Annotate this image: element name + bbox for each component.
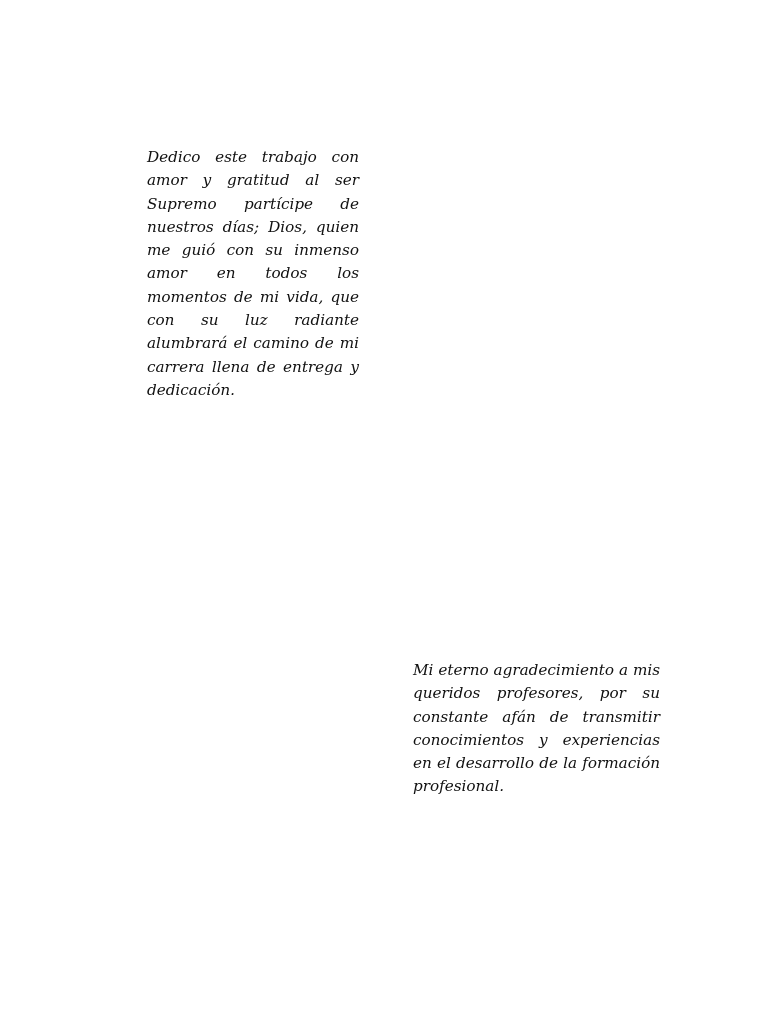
dedication-paragraph: Dedico este trabajo con amor y gratitud al ser Supremo partícipe de nuestros días; Dios, quien me guió con su inmenso amor en todos los momentos de mi vida, que con su luz radiante alumbrará el camino de mi carrera llena de entrega y dedicación. [147,148,359,399]
acknowledgment-paragraph: Mi eterno agradecimiento a mis queridos profesores, por su constante afán de transmitir conocimientos y experiencias en el desarrollo de la formación profesional. [413,661,660,796]
